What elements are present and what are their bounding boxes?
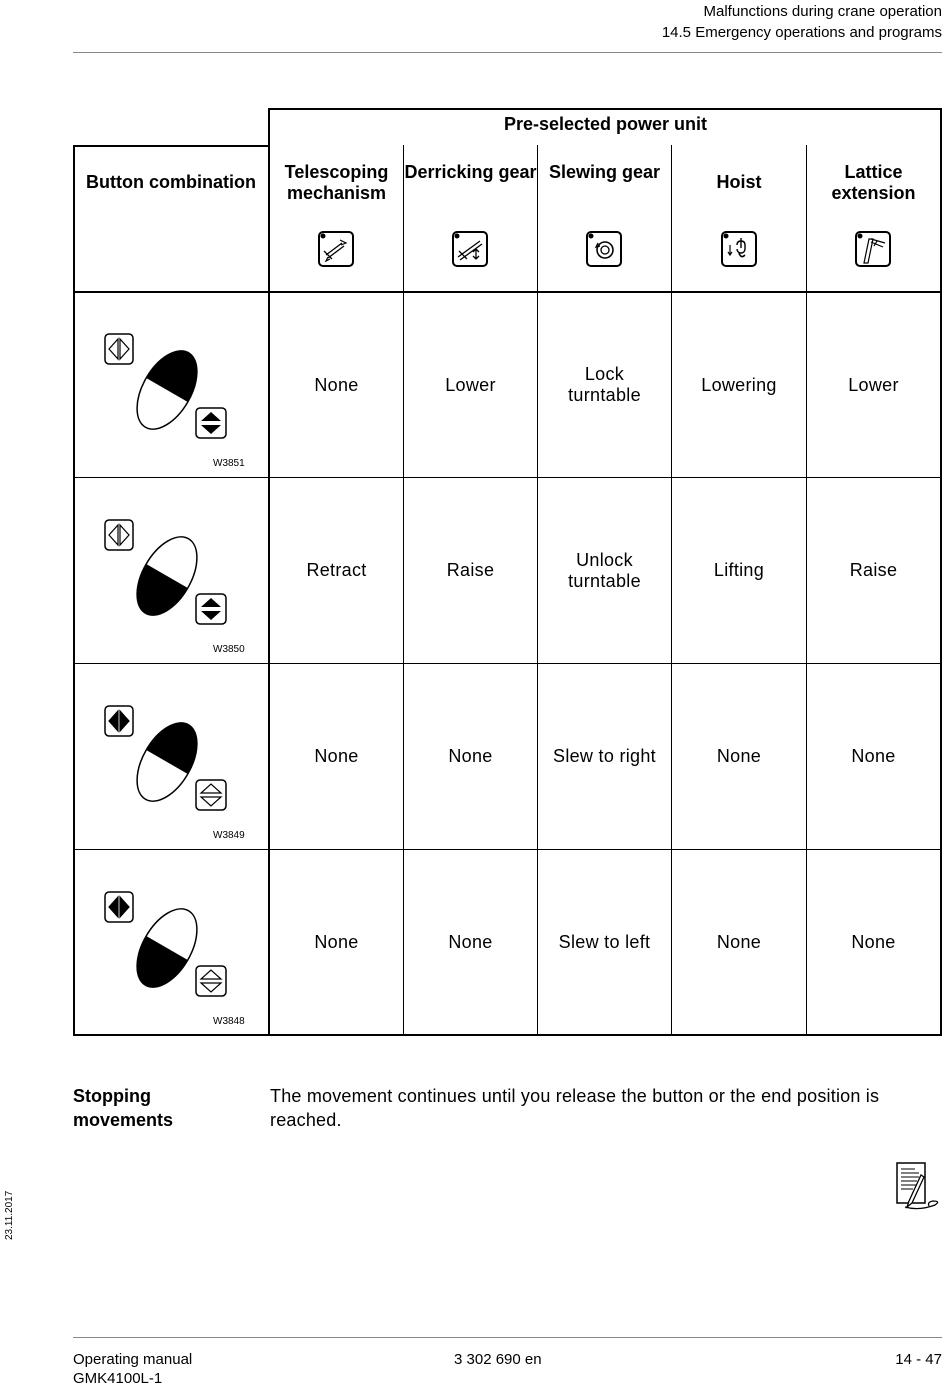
table-border (940, 108, 942, 1036)
stopping-text: The movement continues until you release the button or the end position is reached. (270, 1086, 880, 1130)
button-combination-figure (102, 331, 230, 443)
figure-code: W3851 (213, 458, 245, 469)
table-cell: Lock turntable (568, 364, 641, 405)
col-header-telescoping: Telescoping mechanism (284, 162, 389, 203)
figure-code: W3850 (213, 644, 245, 655)
button-combination-figure (102, 517, 230, 629)
header-divider (73, 52, 942, 53)
col-header-slewing: Slewing gear (548, 162, 661, 182)
table-cell: None (448, 746, 493, 766)
table-cell: Unlock turntable (568, 549, 641, 591)
table-cell: Slew to right (553, 746, 656, 766)
table-border (73, 145, 270, 147)
note-icon (895, 1161, 941, 1211)
table-cell: Raise (446, 560, 495, 580)
side-date: 23.11.2017 (4, 1190, 15, 1240)
table-cell: Lower (848, 374, 899, 395)
figure-code: W3849 (213, 830, 245, 841)
table-cell: None (314, 931, 359, 952)
slewing-icon (586, 231, 622, 267)
button-combination-figure (102, 889, 230, 1001)
col-header-lattice: Lattice extension (831, 162, 916, 203)
table-cell: Lifting (713, 560, 765, 580)
table-cell: Slew to left (558, 931, 651, 952)
col-header-derricking: Derricking gear (404, 162, 537, 182)
button-combination-header: Button combination (86, 172, 256, 192)
table-cell: Retract (306, 560, 367, 580)
table-cell: None (314, 374, 359, 395)
table-cell: None (448, 931, 493, 952)
table-cell: Raise (849, 560, 898, 580)
footer-manual: Operating manual (73, 1351, 193, 1368)
table-cell: Lower (445, 374, 496, 395)
table-cell: None (716, 931, 762, 952)
figure-code: W3848 (213, 1016, 245, 1027)
footer-divider (73, 1337, 942, 1338)
table-border (269, 108, 942, 110)
derricking-icon (452, 231, 488, 267)
table-cell: None (851, 931, 896, 952)
footer-model: GMK4100L-1 (73, 1370, 163, 1387)
header-section: 14.5 Emergency operations and programs (661, 24, 942, 41)
footer-page-number: 14 - 47 (895, 1351, 942, 1368)
footer-doc-number: 3 302 690 en (454, 1351, 542, 1368)
group-header: Pre-selected power unit (503, 114, 708, 134)
table-border (73, 145, 75, 1036)
header-chapter: Malfunctions during crane operation (703, 3, 942, 20)
stopping-label: Stopping movements (73, 1086, 174, 1130)
button-combination-figure (102, 703, 230, 815)
table-cell: None (716, 746, 762, 766)
hoist-icon (721, 231, 757, 267)
col-header-hoist: Hoist (716, 172, 762, 192)
table-cell: None (851, 746, 896, 766)
table-cell: None (314, 746, 359, 766)
table-cell: Lowering (701, 374, 777, 395)
telescoping-icon (318, 231, 354, 267)
table-border (73, 1034, 942, 1036)
lattice-extension-icon (855, 231, 891, 267)
